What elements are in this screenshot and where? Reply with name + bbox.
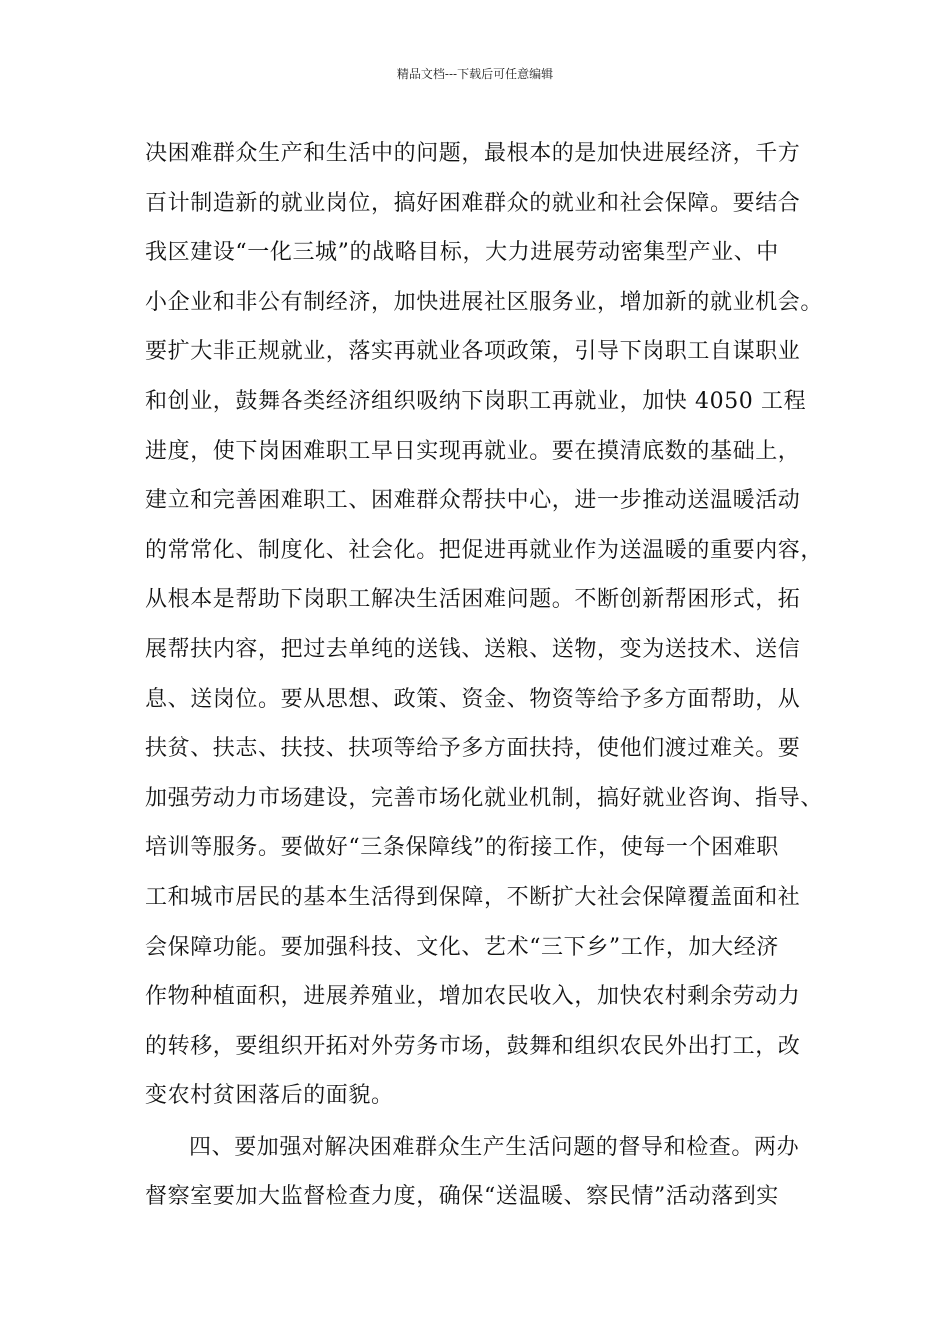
body-line: 会保障功能。要加强科技、文化、艺术“三下乡”工作，加大经济 [145,934,779,960]
body-line: 从根本是帮助下岗职工解决生活困难问题。不断创新帮困形式，拓 [145,587,801,613]
body-line: 进度，使下岗困难职工早日实现再就业。要在摸清底数的基础上， [145,438,801,464]
paragraph-start-line: 四、要加强对解决困难群众生产生活问题的督导和检查。两办 [189,1134,800,1160]
body-line: 的转移，要组织开拓对外劳务市场，鼓舞和组织农民外出打工，改 [145,1033,801,1059]
body-line: 督察室要加大监督检查力度，确保“送温暖、察民情”活动落到实 [145,1184,779,1210]
document-body [145,129,824,1222]
body-line: 展帮扶内容，把过去单纯的送钱、送粮、送物，变为送技术、送信 [145,636,801,662]
body-line: 培训等服务。要做好“三条保障线”的衔接工作，使每一个困难职 [145,835,779,861]
body-line: 小企业和非公有制经济，加快进展社区服务业，增加新的就业机会。 [145,289,824,315]
body-line: 百计制造新的就业岗位，搞好困难群众的就业和社会保障。要结合 [145,190,801,216]
page-header: 精品文档---下载后可任意编辑 [396,67,554,81]
body-line: 扶贫、扶志、扶技、扶项等给予多方面扶持，使他们渡过难关。要 [145,736,801,762]
body-line: 加强劳动力市场建设，完善市场化就业机制，搞好就业咨询、指导、 [145,785,824,811]
body-line: 决困难群众生产和生活中的问题，最根本的是加快进展经济，千方 [145,141,801,166]
body-line: 变农村贫困落后的面貌。 [145,1083,394,1109]
body-line: 要扩大非正规就业，落实再就业各项政策，引导下岗职工自谋职业 [145,339,801,365]
body-line: 和创业，鼓舞各类经济组织吸纳下岗职工再就业，加快 4050 工程 [145,388,807,414]
body-line: 的常常化、制度化、社会化。把促进再就业作为送温暖的重要内容， [145,537,824,563]
body-line: 我区建设“一化三城”的战略目标，大力进展劳动密集型产业、中 [145,240,779,266]
body-line: 工和城市居民的基本生活得到保障，不断扩大社会保障覆盖面和社 [145,884,801,910]
body-line: 息、送岗位。要从思想、政策、资金、物资等给予多方面帮助，从 [145,686,801,712]
body-line: 建立和完善困难职工、困难群众帮扶中心，进一步推动送温暖活动 [145,488,801,514]
body-line: 作物种植面积，进展养殖业，增加农民收入，加快农村剩余劳动力 [145,984,801,1010]
